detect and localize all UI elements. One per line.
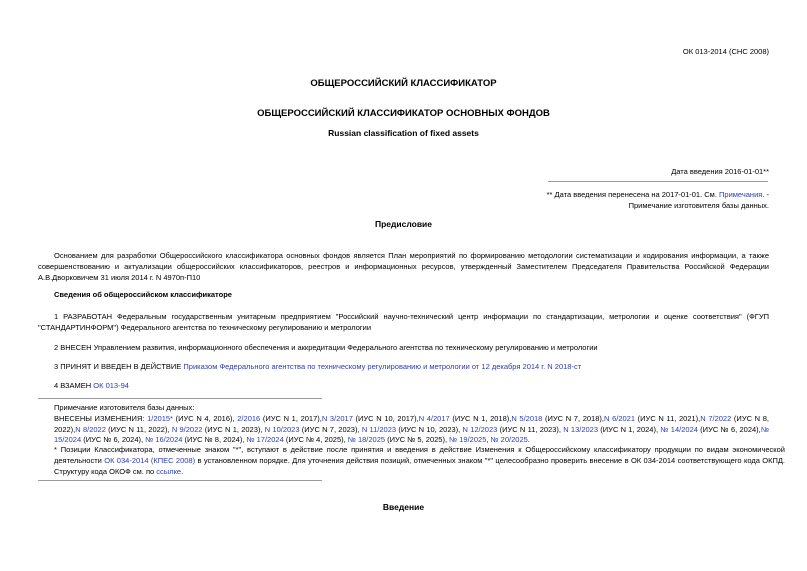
ok-013-94-link[interactable]: ОК 013-94 xyxy=(93,381,129,390)
intro-date: Дата введения 2016-01-01** xyxy=(671,167,769,176)
amendment-link[interactable]: 2/2016 xyxy=(237,413,261,423)
amendment-source: , xyxy=(486,435,491,445)
preface-paragraph: Основанием для разработки Общероссийского классификатора основных фондов является План мероприятий по формированию методологии систематизации и кодирования информации, а также совершенствованию и актуализации общероссийских классификаторов, реестров и информационных ресурсов, утвержденный Заместителем Председателя Правительства Российской Федерации А.В.Дворковичем 31 июля 2014 г. N 4970п-П10 xyxy=(38,251,769,282)
item-replaces: 4 ВЗАМЕН ОК 013-94 xyxy=(54,381,129,390)
changes-note-label: Примечание изготовителя базы данных: xyxy=(54,403,195,412)
date-note: ** Дата введения перенесена на 2017-01-01. См. Примечания. - Примечание изготовителя базы данных. xyxy=(546,190,769,210)
amendment-source: (ИУС N 8, 2022), xyxy=(54,413,769,434)
amendment-link[interactable]: 1/2015* xyxy=(147,413,173,423)
amendment-source: . xyxy=(527,435,530,445)
footnote: * Позиции Классификатора, отмеченные знаком "*", вступают в действие после принятия и введения в действие Изменения к Общероссийскому классификатору продукции по видам экономической деятельности ОК 034-2014 (КПЕС 2008) в установленном порядке. Для уточнения действия позиций, отмеченных знаком "*" целесообразно проверить внесение в ОК 034-2014 соответствующего кода ОКПД. Структуру кода ОКОФ см. по ссылке. xyxy=(54,445,786,476)
english-title: Russian classification of fixed assets xyxy=(328,128,479,138)
amendment-source: (ИУС N 11, 2021), xyxy=(635,413,701,423)
order-link[interactable]: Приказом Федерального агентства по техническому регулированию и метрологии от 12 декабря 2014 г. N 2018-ст xyxy=(183,362,582,371)
amendment-source: (ИУС N 11, 2023), xyxy=(497,424,564,434)
amendment-link[interactable]: № 20/2025 xyxy=(490,435,528,445)
changes-note xyxy=(38,403,769,446)
amendment-source: (ИУС № 6, 2024), xyxy=(81,435,146,445)
document-title: ОБЩЕРОССИЙСКИЙ КЛАССИФИКАТОР ОСНОВНЫХ ФОНДОВ xyxy=(257,108,550,119)
amendment-link[interactable]: N 9/2022 xyxy=(171,424,203,434)
classifier-info-heading: Сведения об общероссийском классификаторе xyxy=(54,290,232,299)
amendment-link[interactable]: № 17/2024 xyxy=(246,435,284,445)
amendment-source: (ИУС N 1, 2017), xyxy=(260,413,322,423)
amendment-source: (ИУС N 4, 2016), xyxy=(172,413,238,423)
changes-list: ВНЕСЕНЫ ИЗМЕНЕНИЯ: 1/2015* (ИУС N 4, 2016), 2/2016 (ИУС N 1, 2017),N 3/2017 (ИУС N 10, 2017),N 4/2017 (ИУС N 1, 2018),N 5/2018 (ИУС N 7, 2018),N 6/2021 (ИУС N 11, 2021),N 7/2022 (ИУС N 8, 2022),N 8/2022 (ИУС N 11, 2022), N 9/2022 (ИУС N 1, 2023), N 10/2023 (ИУС N 7, 2023), N 11/2023 (ИУС N 10, 2023), N 12/2023 (ИУС N 11, 2023), N 13/2023 (ИУС N 1, 2024), № 14/2024 (ИУС № 6, 2024),№ 15/2024 (ИУС № 6, 2024), № 16/2024 (ИУС № 8, 2024), № 17/2024 (ИУС № 4, 2025), № 18/2025 (ИУС № 5, 2025), № 19/2025, № 20/2025. xyxy=(54,413,769,445)
structure-link[interactable]: ссылке xyxy=(156,466,182,476)
amendment-source: (ИУС N 10, 2023), xyxy=(396,424,463,434)
amendment-link[interactable]: № 18/2025 xyxy=(347,435,386,445)
amendment-source: (ИУС N 7, 2023), xyxy=(299,424,362,434)
amendment-source: (ИУС N 10, 2017), xyxy=(352,413,419,423)
amendment-link[interactable]: N 6/2021 xyxy=(604,413,636,423)
preface-heading: Предисловие xyxy=(374,219,433,229)
amendment-link[interactable]: № 15/2024 xyxy=(54,424,769,445)
amendment-link[interactable]: № 16/2024 xyxy=(145,435,183,445)
introduction-heading: Введение xyxy=(382,502,425,512)
item-developed: 1 РАЗРАБОТАН Федеральным государственным унитарным предприятием "Российский научно-технический центр информации по стандартизации, метрологии и оценке соответствия" (ФГУП "СТАНДАРТИНФОРМ") Федерального агентства по техническому регулированию и метрологии xyxy=(38,312,769,332)
amendment-source: (ИУС N 11, 2022), xyxy=(105,424,172,434)
amendment-link[interactable]: № 19/2025 xyxy=(449,435,487,445)
amendment-source: (ИУС № 4, 2025), xyxy=(283,435,348,445)
divider xyxy=(38,398,322,399)
ok-034-2014-link[interactable]: ОК 034-2014 (КПЕС 2008) xyxy=(104,455,196,465)
amendment-link[interactable]: N 13/2023 xyxy=(563,424,599,434)
amendment-link[interactable]: N 10/2023 xyxy=(264,424,300,434)
amendment-link[interactable]: N 4/2017 xyxy=(418,413,450,423)
item-submitted: 2 ВНЕСЕН Управлением развития, информационного обеспечения и аккредитации Федерального агентства по техническому регулированию и метрологии xyxy=(54,343,598,352)
amendment-source: (ИУС № 8, 2024), xyxy=(182,435,247,445)
amendment-link[interactable]: N 12/2023 xyxy=(462,424,498,434)
amendment-link[interactable]: N 3/2017 xyxy=(321,413,353,423)
amendment-source: (ИУС N 1, 2018), xyxy=(449,413,512,423)
amendment-link[interactable]: N 11/2023 xyxy=(361,424,397,434)
amendment-link[interactable]: N 7/2022 xyxy=(700,413,732,423)
amendment-link[interactable]: № 14/2024 xyxy=(660,424,698,434)
document-code: ОК 013-2014 (СНС 2008) xyxy=(682,47,769,56)
amendment-link[interactable]: N 8/2022 xyxy=(75,424,106,434)
divider xyxy=(548,181,768,182)
amendment-link[interactable]: N 5/2018 xyxy=(511,413,543,423)
amendment-source: (ИУС N 1, 2024), xyxy=(598,424,661,434)
notes-link[interactable]: Примечания xyxy=(719,190,763,199)
item-adopted: 3 ПРИНЯТ И ВВЕДЕН В ДЕЙСТВИЕ Приказом Федерального агентства по техническому регулированию и метрологии от 12 декабря 2014 г. N 2018-ст xyxy=(54,362,582,371)
amendment-source: (ИУС N 1, 2023), xyxy=(202,424,265,434)
divider xyxy=(38,480,322,481)
amendment-source: (ИУС № 5, 2025), xyxy=(385,435,450,445)
classifier-heading: ОБЩЕРОССИЙСКИЙ КЛАССИФИКАТОР xyxy=(310,78,497,89)
amendment-source: (ИУС № 6, 2024), xyxy=(697,424,761,434)
amendment-source: (ИУС N 7, 2018), xyxy=(542,413,604,423)
